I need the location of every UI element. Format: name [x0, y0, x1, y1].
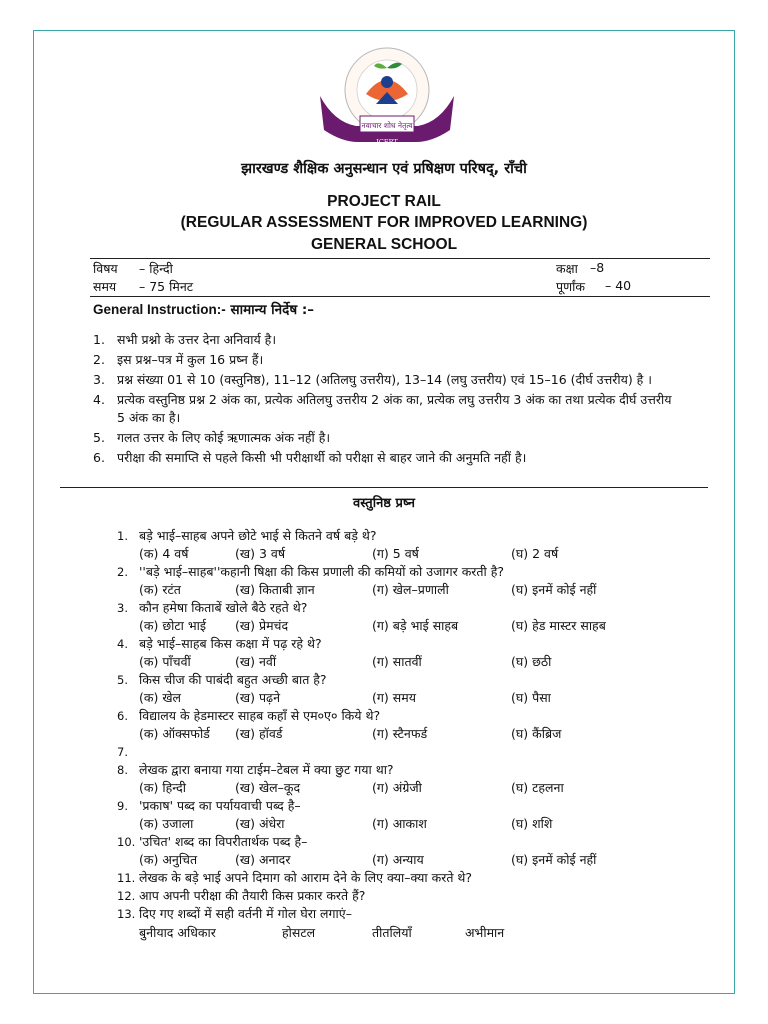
- title-line-1: PROJECT RAIL: [327, 193, 441, 210]
- question-item: 1. बड़े भाई–साहब अपने छोटे भाई से कितने वर्ष बड़े थे?: [117, 528, 377, 543]
- question-item: 3. कौन हमेषा किताबें खोले बैठे रहते थे?: [117, 600, 308, 615]
- title-line-3: GENERAL SCHOOL: [310, 236, 458, 253]
- instruction-item: 5. गलत उत्तर के लिए कोई ऋणात्मक अंक नहीं है।: [93, 430, 331, 445]
- option-a: (क) छोटा भाई: [139, 618, 207, 633]
- option-b: (ख) अंधेरा: [235, 816, 285, 831]
- option-row: [117, 815, 677, 833]
- instruction-item: 4. प्रत्येक वस्तुनिष्ठ प्रश्न 2 अंक का, प्रत्येक अतिलघु उत्तरीय 2 अंक का, प्रत्येक लघु उत्तरीय 3 अंक का तथा प्रत्येक दीर्घ उत्तरीय 5 अंक का है।: [93, 392, 672, 425]
- option-c: (ग) बड़े भाई साहब: [372, 618, 459, 633]
- option-b: (ख) प्रेमचंद: [235, 618, 289, 633]
- option-d: (घ) शशि: [511, 816, 553, 831]
- instruction-item: 6. परीक्षा की समाप्ति से पहले किसी भी परीक्षार्थी को परीक्षा से बाहर जाने की अनुमति नहीं है।: [93, 450, 527, 465]
- logo-banner-text: नवाचार शोध नेतृत्व: [361, 121, 413, 130]
- logo-acronym: JCERT: [376, 138, 398, 146]
- question-item: 2. ''बड़े भाई–साहब''कहानी षिक्षा की किस प्रणाली की कमियों को उजागर करती है?: [117, 564, 505, 579]
- option-row: [117, 617, 677, 635]
- divider-section: [60, 487, 708, 488]
- option-c: (ग) 5 वर्ष: [372, 546, 419, 561]
- option-c: (ग) खेल–प्रणाली: [372, 582, 449, 597]
- option-row: [117, 689, 677, 707]
- question-list: [117, 527, 677, 943]
- divider-meta: [90, 296, 710, 297]
- jcert-logo: [316, 46, 458, 150]
- spelling-word: अभीमान: [465, 925, 505, 940]
- spelling-word-row: [117, 923, 677, 943]
- option-b: (ख) नवीं: [235, 654, 277, 669]
- time-value: – 75 मिनट: [139, 279, 194, 294]
- option-row: [117, 779, 677, 797]
- option-row: [117, 725, 677, 743]
- option-b: (ख) अनादर: [235, 852, 291, 867]
- option-row: [117, 581, 677, 599]
- marks-value: – 40: [605, 278, 632, 293]
- objective-section-title: वस्तुनिष्ठ प्रष्न: [353, 496, 415, 511]
- spelling-word: होसटल: [282, 925, 316, 940]
- title-line-2: (REGULAR ASSESSMENT FOR IMPROVED LEARNING): [180, 214, 588, 231]
- question-item: 9. 'प्रकाष' पब्द का पर्यायवाची पब्द है–: [117, 798, 301, 813]
- class-value: –8: [590, 260, 605, 275]
- instruction-item: 1. सभी प्रश्नो के उत्तर देना अनिवार्य है।: [93, 332, 277, 347]
- option-d: (घ) 2 वर्ष: [511, 546, 559, 561]
- option-a: (क) ऑक्सफोर्ड: [139, 726, 210, 741]
- divider-top: [90, 258, 710, 259]
- spelling-word: बुनीयाद अधिकार: [139, 925, 216, 940]
- spelling-word: तीतलियाँ: [372, 925, 412, 940]
- option-a: (क) उजाला: [139, 816, 194, 831]
- subject-label: विषय: [93, 261, 118, 276]
- option-a: (क) रटंत: [139, 582, 181, 597]
- option-a: (क) खेल: [139, 690, 182, 705]
- option-b: (ख) किताबी ज्ञान: [235, 582, 315, 597]
- option-c: (ग) अन्याय: [372, 852, 424, 867]
- option-row: [117, 653, 677, 671]
- option-d: (घ) छठी: [511, 654, 552, 669]
- question-item: 4. बड़े भाई–साहब किस कक्षा में पढ़ रहे थे?: [117, 636, 322, 651]
- option-row: [117, 545, 677, 563]
- option-c: (ग) सातवीं: [372, 654, 422, 669]
- option-a: (क) अनुचित: [139, 852, 198, 867]
- question-item: 8. लेखक द्वारा बनाया गया टाईम–टेबल में क्या छुट गया था?: [117, 762, 394, 777]
- class-label: कक्षा: [556, 261, 578, 276]
- question-item: 13. दिए गए शब्दों में सही वर्तनी में गोल घेरा लगाएं–: [117, 906, 352, 921]
- marks-label: पूर्णांक: [556, 279, 585, 294]
- option-d: (घ) पैसा: [511, 690, 551, 705]
- option-d: (घ) कैंब्रिज: [511, 726, 562, 741]
- option-c: (ग) समय: [372, 690, 416, 705]
- instruction-item: 2. इस प्रश्न–पत्र में कुल 16 प्रष्न हैं।: [93, 352, 264, 367]
- option-b: (ख) पढ़ने: [235, 690, 281, 705]
- option-d: (घ) इनमें कोई नहीं: [511, 582, 597, 597]
- option-a: (क) पाँचवीं: [139, 654, 191, 669]
- subject-value: – हिन्दी: [139, 261, 173, 276]
- instruction-list: [93, 331, 683, 469]
- question-item: 5. किस चीज की पाबंदी बहुत अच्छी बात है?: [117, 672, 327, 687]
- option-b: (ख) खेल–कूद: [235, 780, 301, 795]
- question-item: 7.: [117, 745, 128, 759]
- question-item: 12. आप अपनी परीक्षा की तैयारी किस प्रकार करते हैं?: [117, 888, 366, 903]
- general-instruction-heading: General Instruction:- सामान्य निर्देष :–: [93, 302, 314, 318]
- question-item: 10. 'उचित' शब्द का विपरीतार्थक पब्द है–: [117, 834, 308, 849]
- option-d: (घ) हेड मास्टर साहब: [511, 618, 606, 633]
- option-c: (ग) आकाश: [372, 816, 427, 831]
- time-label: समय: [93, 279, 117, 294]
- question-item: 6. विद्यालय के हेडमास्टर साहब कहाँ से एम०ए० किये थे?: [117, 708, 381, 723]
- institution-name: झारखण्ड शैक्षिक अनुसन्धान एवं प्रषिक्षण परिषद्, राँची: [241, 161, 527, 177]
- option-a: (क) 4 वर्ष: [139, 546, 189, 561]
- option-d: (घ) टहलना: [511, 780, 564, 795]
- instruction-item: 3. प्रश्न संख्या 01 से 10 (वस्तुनिष्ठ), 11–12 (अतिलघु उत्तरीय), 13–14 (लघु उत्तरीय) एवं 15–16 (दीर्घ उत्तरीय) है ।: [93, 372, 653, 387]
- option-b: (ख) हॉवर्ड: [235, 726, 283, 741]
- option-row: [117, 851, 677, 869]
- option-a: (क) हिन्दी: [139, 780, 186, 795]
- option-b: (ख) 3 वर्ष: [235, 546, 286, 561]
- option-c: (ग) स्टैनफर्ड: [372, 726, 428, 741]
- option-c: (ग) अंग्रेजी: [372, 780, 422, 795]
- option-d: (घ) इनमें कोई नहीं: [511, 852, 597, 867]
- question-item: 11. लेखक के बड़े भाई अपने दिमाग को आराम देने के लिए क्या–क्या करते थे?: [117, 870, 473, 885]
